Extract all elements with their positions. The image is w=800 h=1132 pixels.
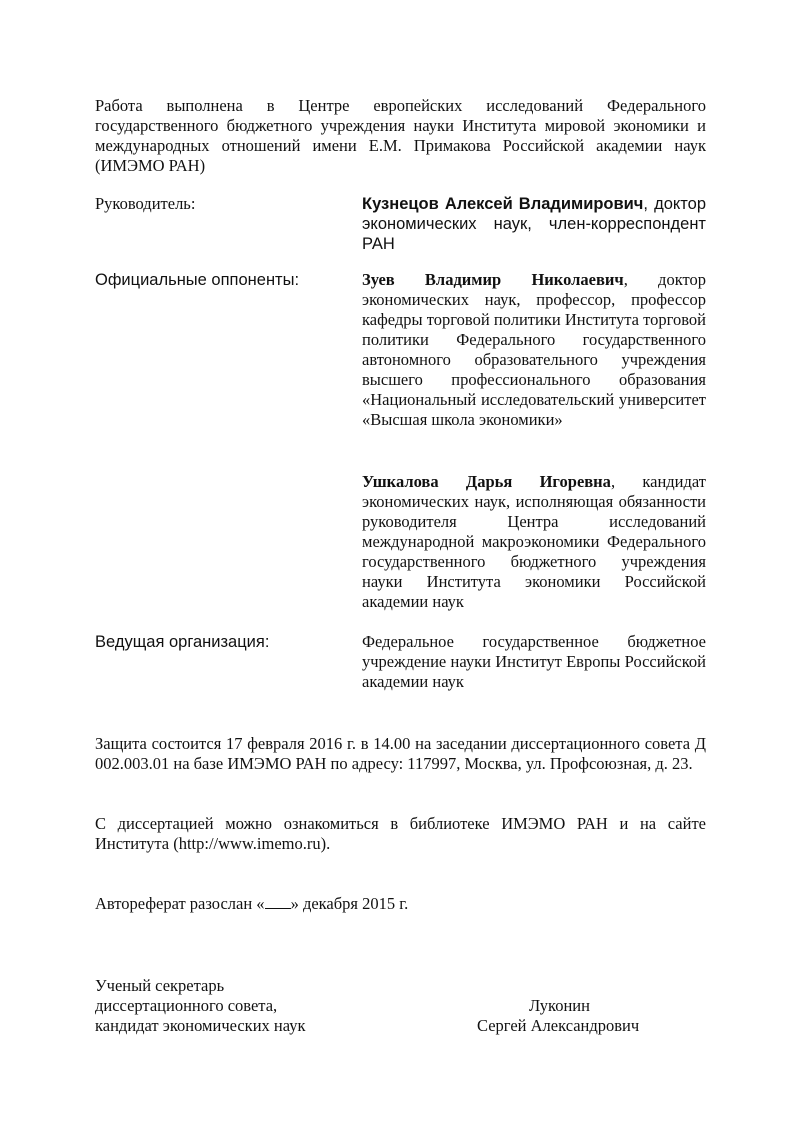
abstract-sent-before: Автореферат разослан «	[95, 894, 265, 913]
opponent-second-details: , кандидат экономических наук, исполняющая обязанности руководителя Центра исследований международной макроэкономики Федерального государственного бюджетного учреждения науки Института экономики Российской академии наук	[362, 472, 706, 611]
opponents-label: Официальные оппоненты:	[95, 271, 300, 289]
abstract-sent-line	[95, 894, 706, 914]
supervisor-entry	[362, 194, 706, 254]
signature-name-surname: Луконин	[529, 996, 590, 1015]
intro-paragraph: Работа выполнена в Центре европейских исследований Федерального государственного бюджетного учреждения науки Института мировой экономики и международных отношений имени Е.М. Примакова Российской академии наук (ИМЭМО РАН)	[95, 96, 706, 175]
opponent-first-name: Зуев Владимир Николаевич	[362, 270, 624, 289]
opponent-first-entry	[362, 270, 706, 430]
date-blank	[265, 894, 291, 909]
defense-paragraph: Защита состоится 17 февраля 2016 г. в 14.00 на заседании диссертационного совета Д 002.003.01 на базе ИМЭМО РАН по адресу: 117997, Москва, ул. Профсоюзная, д. 23.	[95, 734, 706, 773]
abstract-sent-after: » декабря 2015 г.	[290, 894, 409, 913]
signature-title-line3: кандидат экономических наук	[95, 1016, 306, 1035]
signature-title-line2: диссертационного совета,	[95, 996, 278, 1015]
signature-name-full: Сергей Александрович	[477, 1016, 640, 1035]
library-paragraph: С диссертацией можно ознакомиться в библиотеке ИМЭМО РАН и на сайте Института (http://www.imemo.ru).	[95, 814, 706, 853]
supervisor-name: Кузнецов Алексей Владимирович	[362, 195, 644, 213]
supervisor-details: , доктор экономических наук, член-корреспондент РАН	[362, 195, 706, 253]
opponent-second-entry	[362, 472, 706, 612]
opponent-first-details: , доктор экономических наук, профессор, профессор кафедры торговой политики Института торговой политики Федерального государственного автономного образовательного учреждения высшего профессионального образования «Национальный исследовательский университет «Высшая школа экономики»	[362, 270, 706, 429]
supervisor-label: Руководитель:	[95, 194, 196, 213]
opponent-second-name: Ушкалова Дарья Игоревна	[362, 472, 611, 491]
leading-org-text: Федеральное государственное бюджетное учреждение науки Институт Европы Российской академии наук	[362, 632, 706, 691]
signature-title-line1: Ученый секретарь	[95, 976, 225, 995]
leading-org-label: Ведущая организация:	[95, 633, 270, 651]
